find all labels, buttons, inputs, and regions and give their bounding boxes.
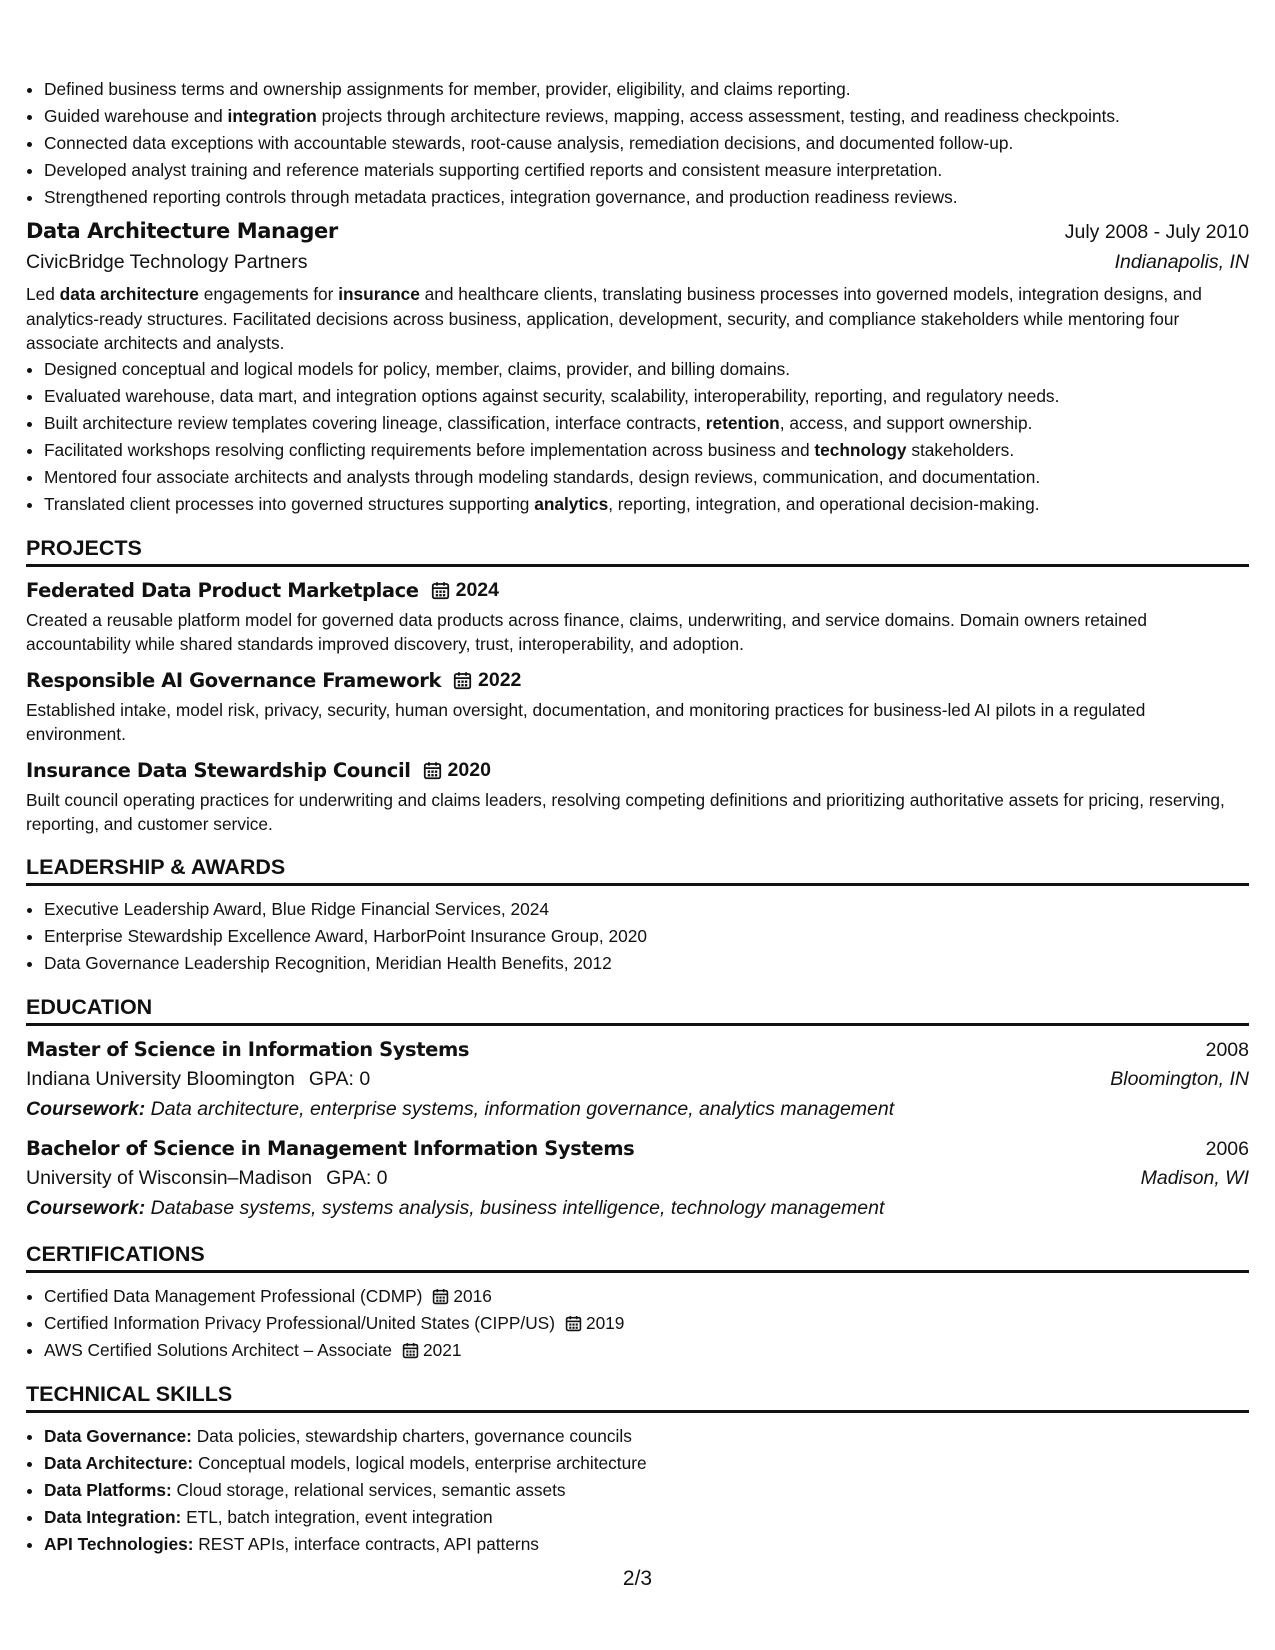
calendar-icon — [423, 761, 442, 780]
section-title-skills: TECHNICAL SKILLS — [26, 1382, 1249, 1413]
coursework: Coursework: Data architecture, enterprise systems, information governance, analytics management — [26, 1097, 895, 1120]
list-item: • Translated client processes into governed structures supporting analytics, reporting, integration, and operational decision-making. — [44, 491, 1249, 518]
education-entry — [26, 1137, 1249, 1220]
page-number: 2/3 — [622, 1567, 653, 1590]
list-item: • Built architecture review templates covering lineage, classification, interface contracts, retention, access, and support ownership. — [44, 410, 1249, 437]
degree: Master of Science in Information Systems — [26, 1037, 470, 1061]
project-name: Responsible AI Governance Framework — [26, 668, 442, 692]
previous-job-bullets — [26, 76, 1249, 211]
list-item: • Evaluated warehouse, data mart, and integration options against security, scalability, interoperability, reporting, and regulatory needs. — [44, 383, 1249, 410]
list-item: • Executive Leadership Award, Blue Ridge Financial Services, 2024 — [44, 896, 1249, 923]
project-entry — [26, 579, 1249, 657]
certifications-list — [26, 1283, 1249, 1364]
section-title-projects: PROJECTS — [26, 536, 1249, 567]
project-name: Federated Data Product Marketplace — [26, 578, 419, 602]
calendar-icon — [402, 1342, 419, 1359]
job-summary: Led data architecture engagements for insurance and healthcare clients, translating business processes into governed models, integration designs, and analytics-ready structures. Facilitated decisions across business, application, development, security, and compliance stakeholders while mentoring four associate architects and analysts. — [26, 284, 1202, 353]
project-year: 2022 — [478, 668, 522, 691]
gpa: GPA: 0 — [308, 1067, 371, 1090]
job-location: Indianapolis, IN — [1114, 251, 1249, 273]
school-location: Madison, WI — [1140, 1166, 1249, 1189]
skills-list — [26, 1423, 1249, 1558]
section-title-awards: LEADERSHIP & AWARDS — [26, 855, 1249, 886]
list-item: • Data Governance Leadership Recognition, Meridian Health Benefits, 2012 — [44, 950, 1249, 977]
list-item: • Facilitated workshops resolving conflicting requirements before implementation across business and technology stakeholders. — [44, 437, 1249, 464]
awards-list — [26, 896, 1249, 977]
coursework: Coursework: Database systems, systems analysis, business intelligence, technology management — [26, 1196, 885, 1219]
degree-year: 2008 — [1205, 1038, 1249, 1061]
list-item: • AWS Certified Solutions Architect – Associate 2021 — [44, 1337, 1249, 1364]
calendar-icon — [453, 671, 472, 690]
list-item: • Data Platforms: Cloud storage, relational services, semantic assets — [44, 1477, 1249, 1504]
list-item: • Defined business terms and ownership assignments for member, provider, eligibility, and claims reporting. — [44, 76, 1249, 103]
list-item: • API Technologies: REST APIs, interface contracts, API patterns — [44, 1531, 1249, 1558]
list-item: • Certified Data Management Professional (CDMP) 2016 — [44, 1283, 1249, 1310]
project-year: 2020 — [447, 758, 491, 781]
school: University of Wisconsin–Madison — [26, 1166, 313, 1189]
calendar-icon — [431, 581, 450, 600]
degree-year: 2006 — [1205, 1137, 1249, 1160]
section-title-education: EDUCATION — [26, 995, 1249, 1026]
job-bullets — [26, 356, 1249, 518]
project-description: Built council operating practices for underwriting and claims leaders, resolving competing definitions and prioritizing authoritative assets for pricing, reserving, reporting, and customer service. — [26, 789, 1225, 834]
section-title-certifications: CERTIFICATIONS — [26, 1242, 1249, 1273]
project-entry — [26, 759, 1249, 837]
list-item: • Strengthened reporting controls through metadata practices, integration governance, and production readiness reviews. — [44, 184, 1249, 211]
job-title: Data Architecture Manager — [26, 219, 338, 243]
job-company: CivicBridge Technology Partners — [26, 251, 308, 273]
job-entry — [26, 219, 1249, 518]
project-description: Established intake, model risk, privacy, security, human oversight, documentation, and monitoring practices for business-led AI pilots in a regulated environment. — [26, 699, 1146, 744]
list-item: • Guided warehouse and integration projects through architecture reviews, mapping, access assessment, testing, and readiness checkpoints. — [44, 103, 1249, 130]
calendar-icon — [432, 1288, 449, 1305]
list-item: • Data Architecture: Conceptual models, logical models, enterprise architecture — [44, 1450, 1249, 1477]
job-dates: July 2008 - July 2010 — [1064, 221, 1249, 243]
list-item: • Mentored four associate architects and analysts through modeling standards, design reviews, communication, and documentation. — [44, 464, 1249, 491]
project-description: Created a reusable platform model for governed data products across finance, claims, underwriting, and service domains. Domain owners retained accountability while shared standards improved discovery, trust, interoperability, and adoption. — [26, 609, 1147, 654]
project-year: 2024 — [455, 578, 499, 601]
list-item: • Developed analyst training and reference materials supporting certified reports and consistent measure interpretation. — [44, 157, 1249, 184]
degree: Bachelor of Science in Management Information Systems — [26, 1136, 635, 1160]
calendar-icon — [565, 1315, 582, 1332]
list-item: • Connected data exceptions with accountable stewards, root-cause analysis, remediation decisions, and documented follow-up. — [44, 130, 1249, 157]
project-entry — [26, 669, 1249, 747]
projects-section — [26, 579, 1249, 837]
gpa: GPA: 0 — [326, 1166, 388, 1189]
education-entry — [26, 1038, 1249, 1121]
list-item: • Enterprise Stewardship Excellence Award, HarborPoint Insurance Group, 2020 — [44, 923, 1249, 950]
list-item: • Data Integration: ETL, batch integration, event integration — [44, 1504, 1249, 1531]
list-item: • Designed conceptual and logical models for policy, member, claims, provider, and billing domains. — [44, 356, 1249, 383]
list-item: • Data Governance: Data policies, stewardship charters, governance councils — [44, 1423, 1249, 1450]
project-name: Insurance Data Stewardship Council — [26, 758, 411, 782]
school-location: Bloomington, IN — [1110, 1067, 1249, 1090]
education-section — [26, 1038, 1249, 1220]
list-item: • Certified Information Privacy Professional/United States (CIPP/US) 2019 — [44, 1310, 1249, 1337]
school: Indiana University Bloomington — [26, 1067, 295, 1090]
